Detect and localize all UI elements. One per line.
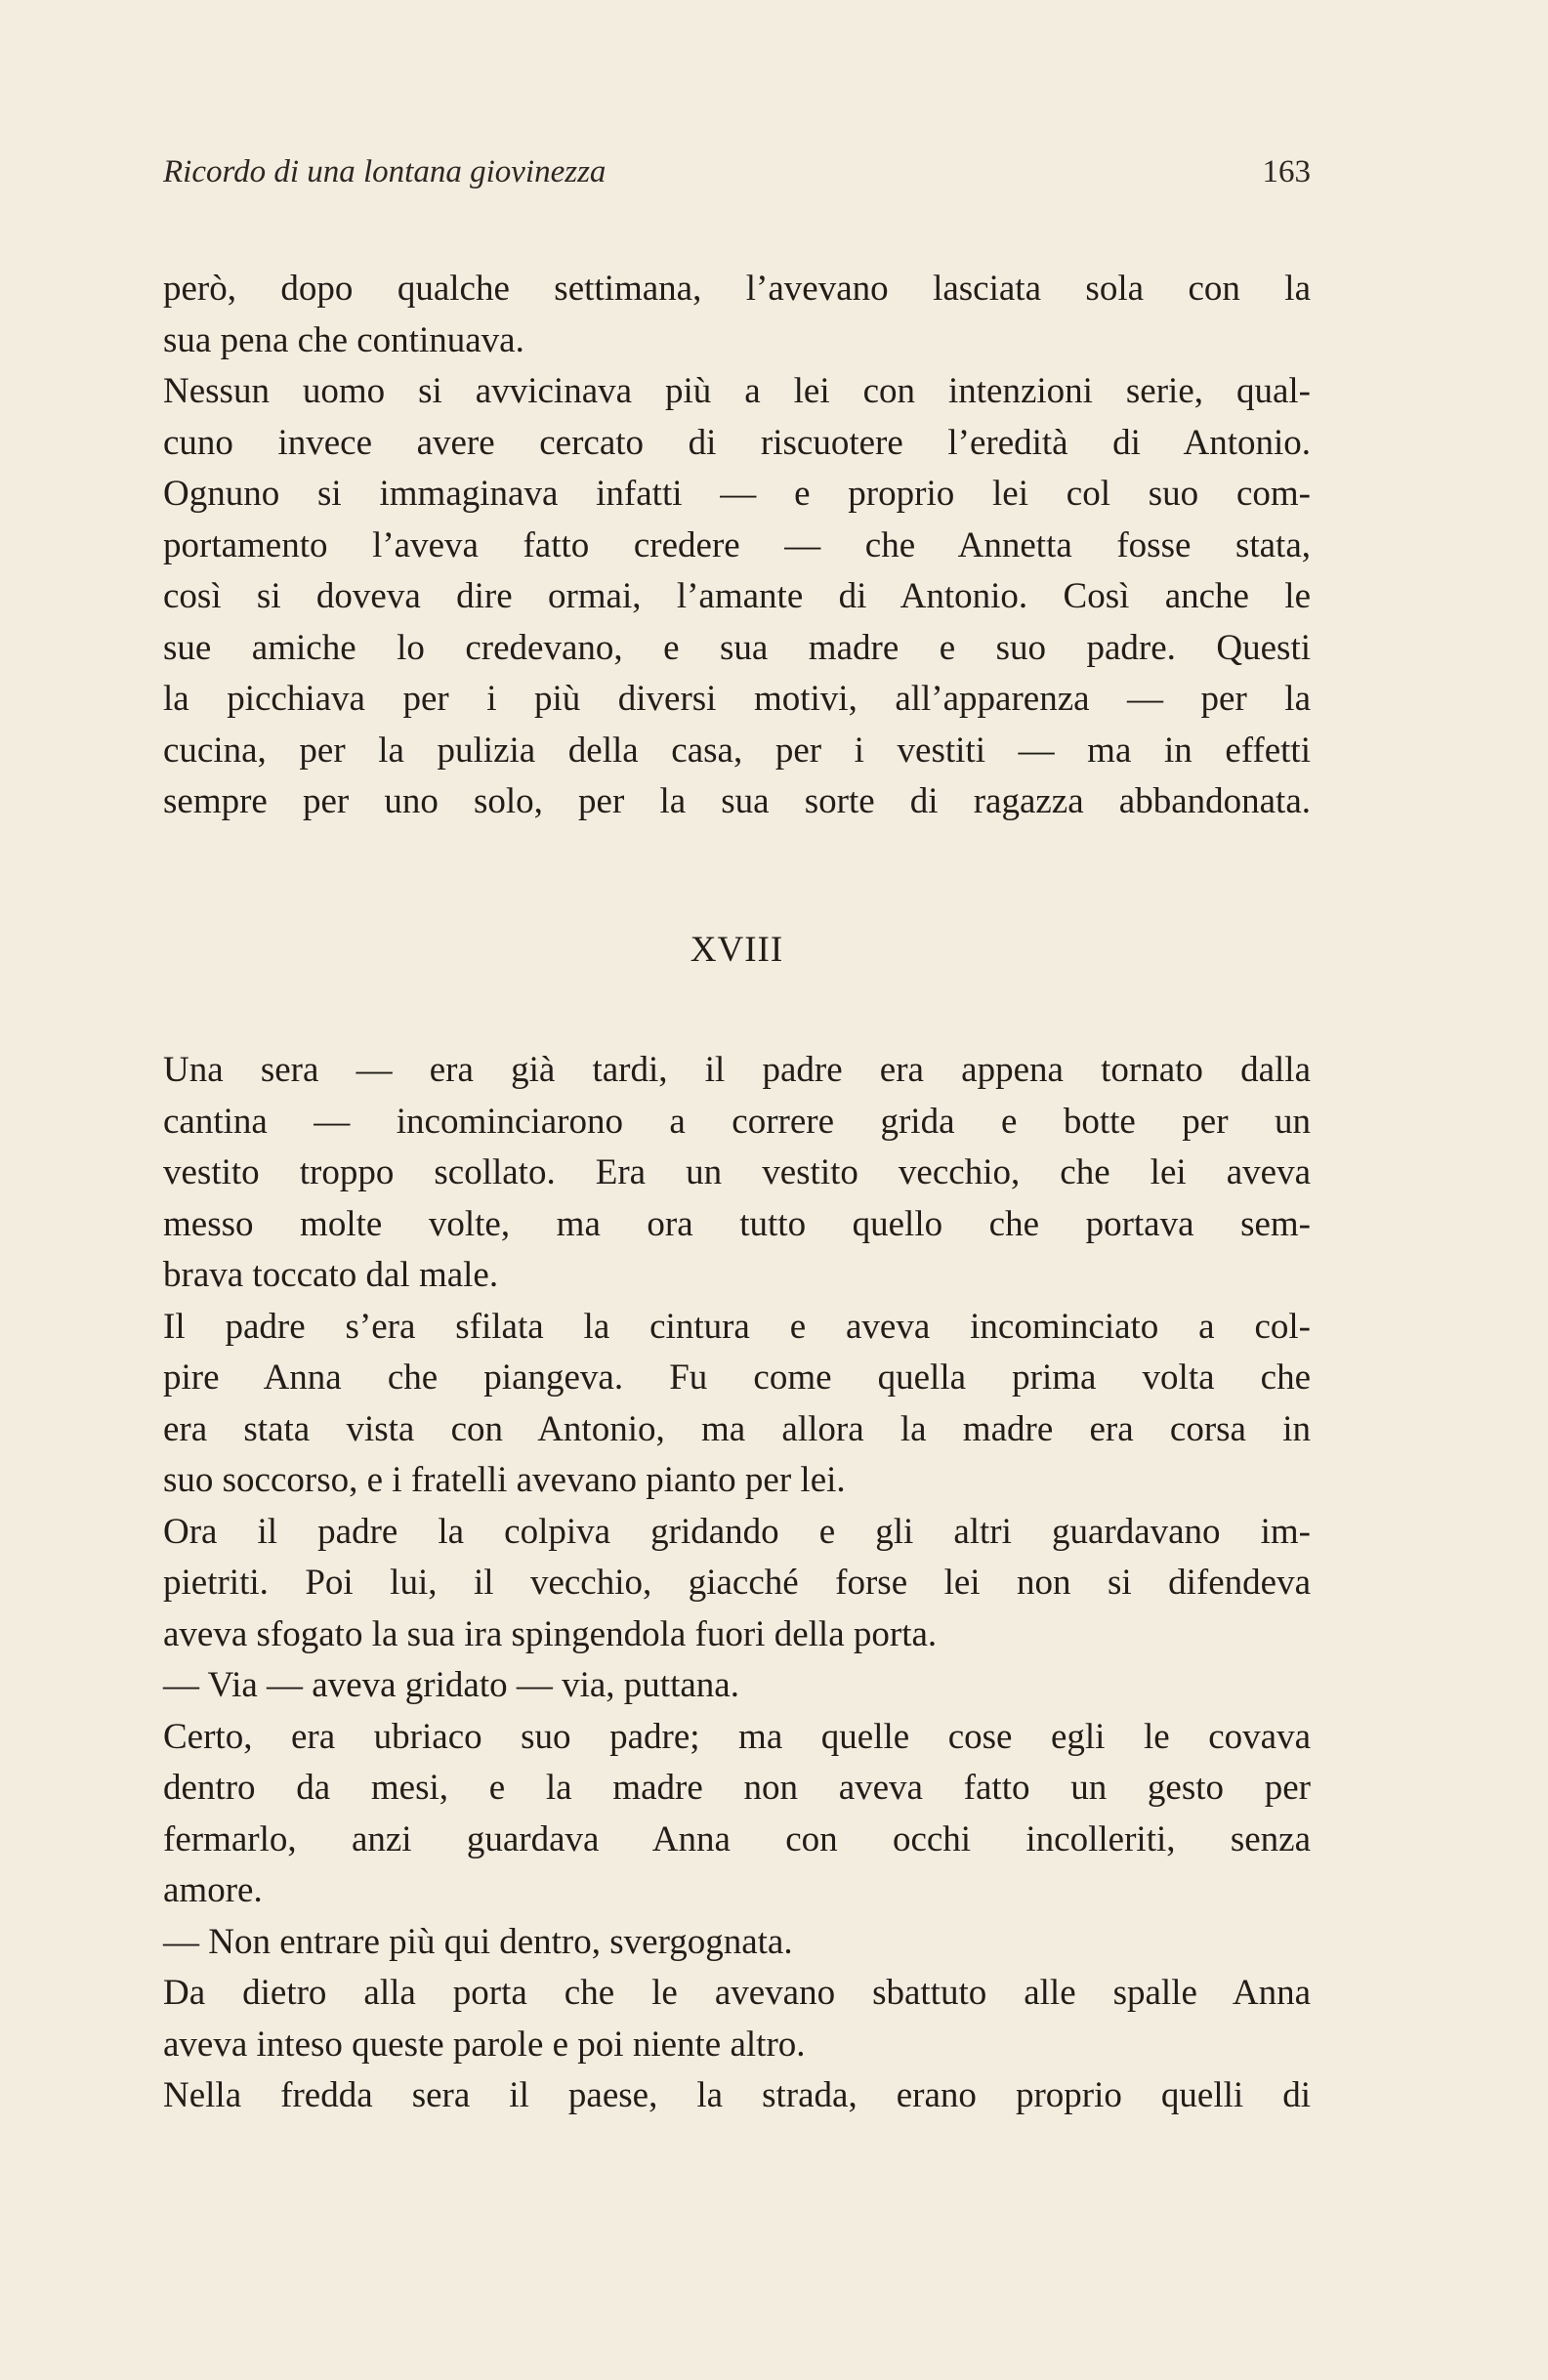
text-line: la picchiava per i più diversi motivi, all’apparenza — per la <box>163 679 1311 719</box>
text-line: portamento l’aveva fatto credere — che Annetta fosse stata, <box>163 524 1311 565</box>
text-line: fermarlo, anzi guardava Anna con occhi incolleriti, senza <box>163 1818 1311 1859</box>
text-line: vestito troppo scollato. Era un vestito vecchio, che lei aveva <box>163 1152 1311 1192</box>
text-line: sempre per uno solo, per la sua sorte di ragazza abbandonata. <box>163 781 1311 821</box>
text-line: messo molte volte, ma ora tutto quello che portava sem- <box>163 1203 1311 1244</box>
text-line: cuno invece avere cercato di riscuotere l’eredità di Antonio. <box>163 422 1311 463</box>
text-line: amore. <box>163 1870 263 1910</box>
text-line: suo soccorso, e i fratelli avevano pianto per lei. <box>163 1460 846 1500</box>
text-line: Il padre s’era sfilata la cintura e aveva incominciato a col- <box>163 1306 1311 1347</box>
text-line: cantina — incominciarono a correre grida e botte per un <box>163 1101 1311 1142</box>
chapter-heading: XVIII <box>690 930 784 970</box>
text-line: Ora il padre la colpiva gridando e gli altri guardavano im- <box>163 1511 1311 1552</box>
text-line: pietriti. Poi lui, il vecchio, giacché forse lei non si difendeva <box>163 1563 1311 1603</box>
text-line: era stata vista con Antonio, ma allora la madre era corsa in <box>163 1408 1311 1449</box>
text-line: Una sera — era già tardi, il padre era appena tornato dalla <box>163 1050 1311 1090</box>
text-line: però, dopo qualche settimana, l’avevano lasciata sola con la <box>163 269 1311 309</box>
text-section-2 <box>163 1045 1311 2122</box>
text-line: — Via — aveva gridato — via, puttana. <box>163 1665 739 1705</box>
running-head <box>163 154 1311 205</box>
text-line: sue amiche lo credevano, e sua madre e suo padre. Questi <box>163 627 1311 668</box>
text-line: Nessun uomo si avvicinava più a lei con intenzioni serie, qual- <box>163 371 1311 411</box>
running-title: Ricordo di una lontana giovinezza <box>163 154 607 189</box>
text-line: sua pena che continuava. <box>163 319 524 360</box>
text-line: cucina, per la pulizia della casa, per i vestiti — ma in effetti <box>163 730 1311 771</box>
page-number: 163 <box>1262 154 1311 189</box>
text-line: Certo, era ubriaco suo padre; ma quelle cose egli le covava <box>163 1716 1311 1757</box>
text-line: dentro da mesi, e la madre non aveva fatto un gesto per <box>163 1768 1311 1808</box>
text-line: pire Anna che piangeva. Fu come quella prima volta che <box>163 1357 1311 1398</box>
text-line: aveva inteso queste parole e poi niente altro. <box>163 2024 806 2065</box>
text-line: Da dietro alla porta che le avevano sbattuto alle spalle Anna <box>163 1973 1311 2013</box>
text-line: aveva sfogato la sua ira spingendola fuori della porta. <box>163 1613 938 1654</box>
text-line: — Non entrare più qui dentro, svergognata. <box>163 1921 793 1962</box>
text-line: così si doveva dire ormai, l’amante di Antonio. Così anche le <box>163 576 1311 616</box>
text-section-1 <box>163 264 1311 828</box>
text-line: brava toccato dal male. <box>163 1255 499 1295</box>
text-line: Nella fredda sera il paese, la strada, erano proprio quelli di <box>163 2075 1311 2115</box>
text-line: Ognuno si immaginava infatti — e proprio lei col suo com- <box>163 474 1311 514</box>
